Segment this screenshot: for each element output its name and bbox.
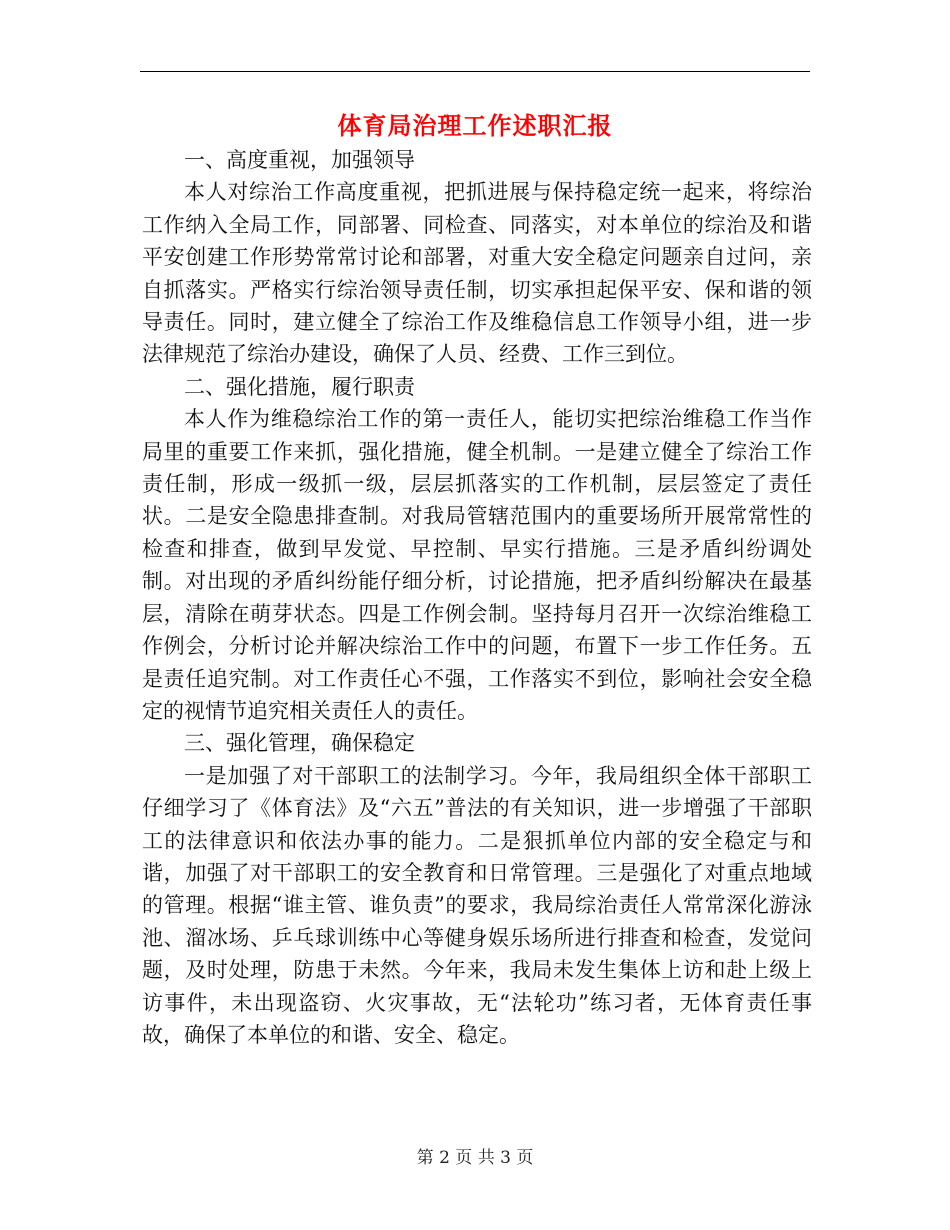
section-heading-3: 三、强化管理，确保稳定: [184, 731, 415, 756]
paragraph-2: 本人作为维稳综治工作的第一责任人，能切实把综治维稳工作当作局里的重要工作来抓，强化措施，健全机制。一是建立健全了综治工作责任制，形成一级抓一级，层层抓落实的工作机制，层层签定了责任状。二是安全隐患排查制。对我局管辖范围内的重要场所开展常常性的检查和排查，做到早发觉、早控制、早实行措施。三是矛盾纠纷调处制。对出现的矛盾纠纷能仔细分析，讨论措施，把矛盾纠纷解决在最基层，清除在萌芽状态。四是工作例会制。坚持每月召开一次综治维稳工作例会，分析讨论并解决综治工作中的问题，布置下一步工作任务。五是责任追究制。对工作责任心不强，工作落实不到位，影响社会安全稳定的视情节追究相关责任人的责任。: [142, 407, 812, 723]
section-heading-2: 二、强化措施，履行职责: [184, 374, 415, 399]
document-body: [142, 144, 812, 1051]
paragraph-1: 本人对综治工作高度重视，把抓进展与保持稳定统一起来，将综治工作纳入全局工作，同部署、同检查、同落实，对本单位的综治及和谐平安创建工作形势常常讨论和部署，对重大安全稳定问题亲自过问，亲自抓落实。严格实行综治领导责任制，切实承担起保平安、保和谐的领导责任。同时，建立健全了综治工作及维稳信息工作领导小组，进一步法律规范了综治办建设，确保了人员、经费、工作三到位。: [142, 180, 812, 367]
section-heading-1: 一、高度重视，加强领导: [184, 148, 415, 172]
document-title: 体育局治理工作述职汇报: [337, 111, 613, 140]
page-footer: 第 2 页 共 3 页: [416, 1148, 534, 1168]
paragraph-3: 一是加强了对干部职工的法制学习。今年，我局组织全体干部职工仔细学习了《体育法》及“六五”普法的有关知识，进一步增强了干部职工的法律意识和依法办事的能力。二是狠抓单位内部的安全稳定与和谐，加强了对干部职工的安全教育和日常管理。三是强化了对重点地域的管理。根据“谁主管、谁负责”的要求，我局综治责任人常常深化游泳池、溜冰场、乒乓球训练中心等健身娱乐场所进行排查和检查，发觉问题，及时处理，防患于未然。今年来，我局未发生集体上访和赴上级上访事件，未出现盗窃、火灾事故，无“法轮功”练习者，无体育责任事故，确保了本单位的和谐、安全、稳定。: [142, 763, 812, 1047]
header-rule: [140, 71, 810, 72]
